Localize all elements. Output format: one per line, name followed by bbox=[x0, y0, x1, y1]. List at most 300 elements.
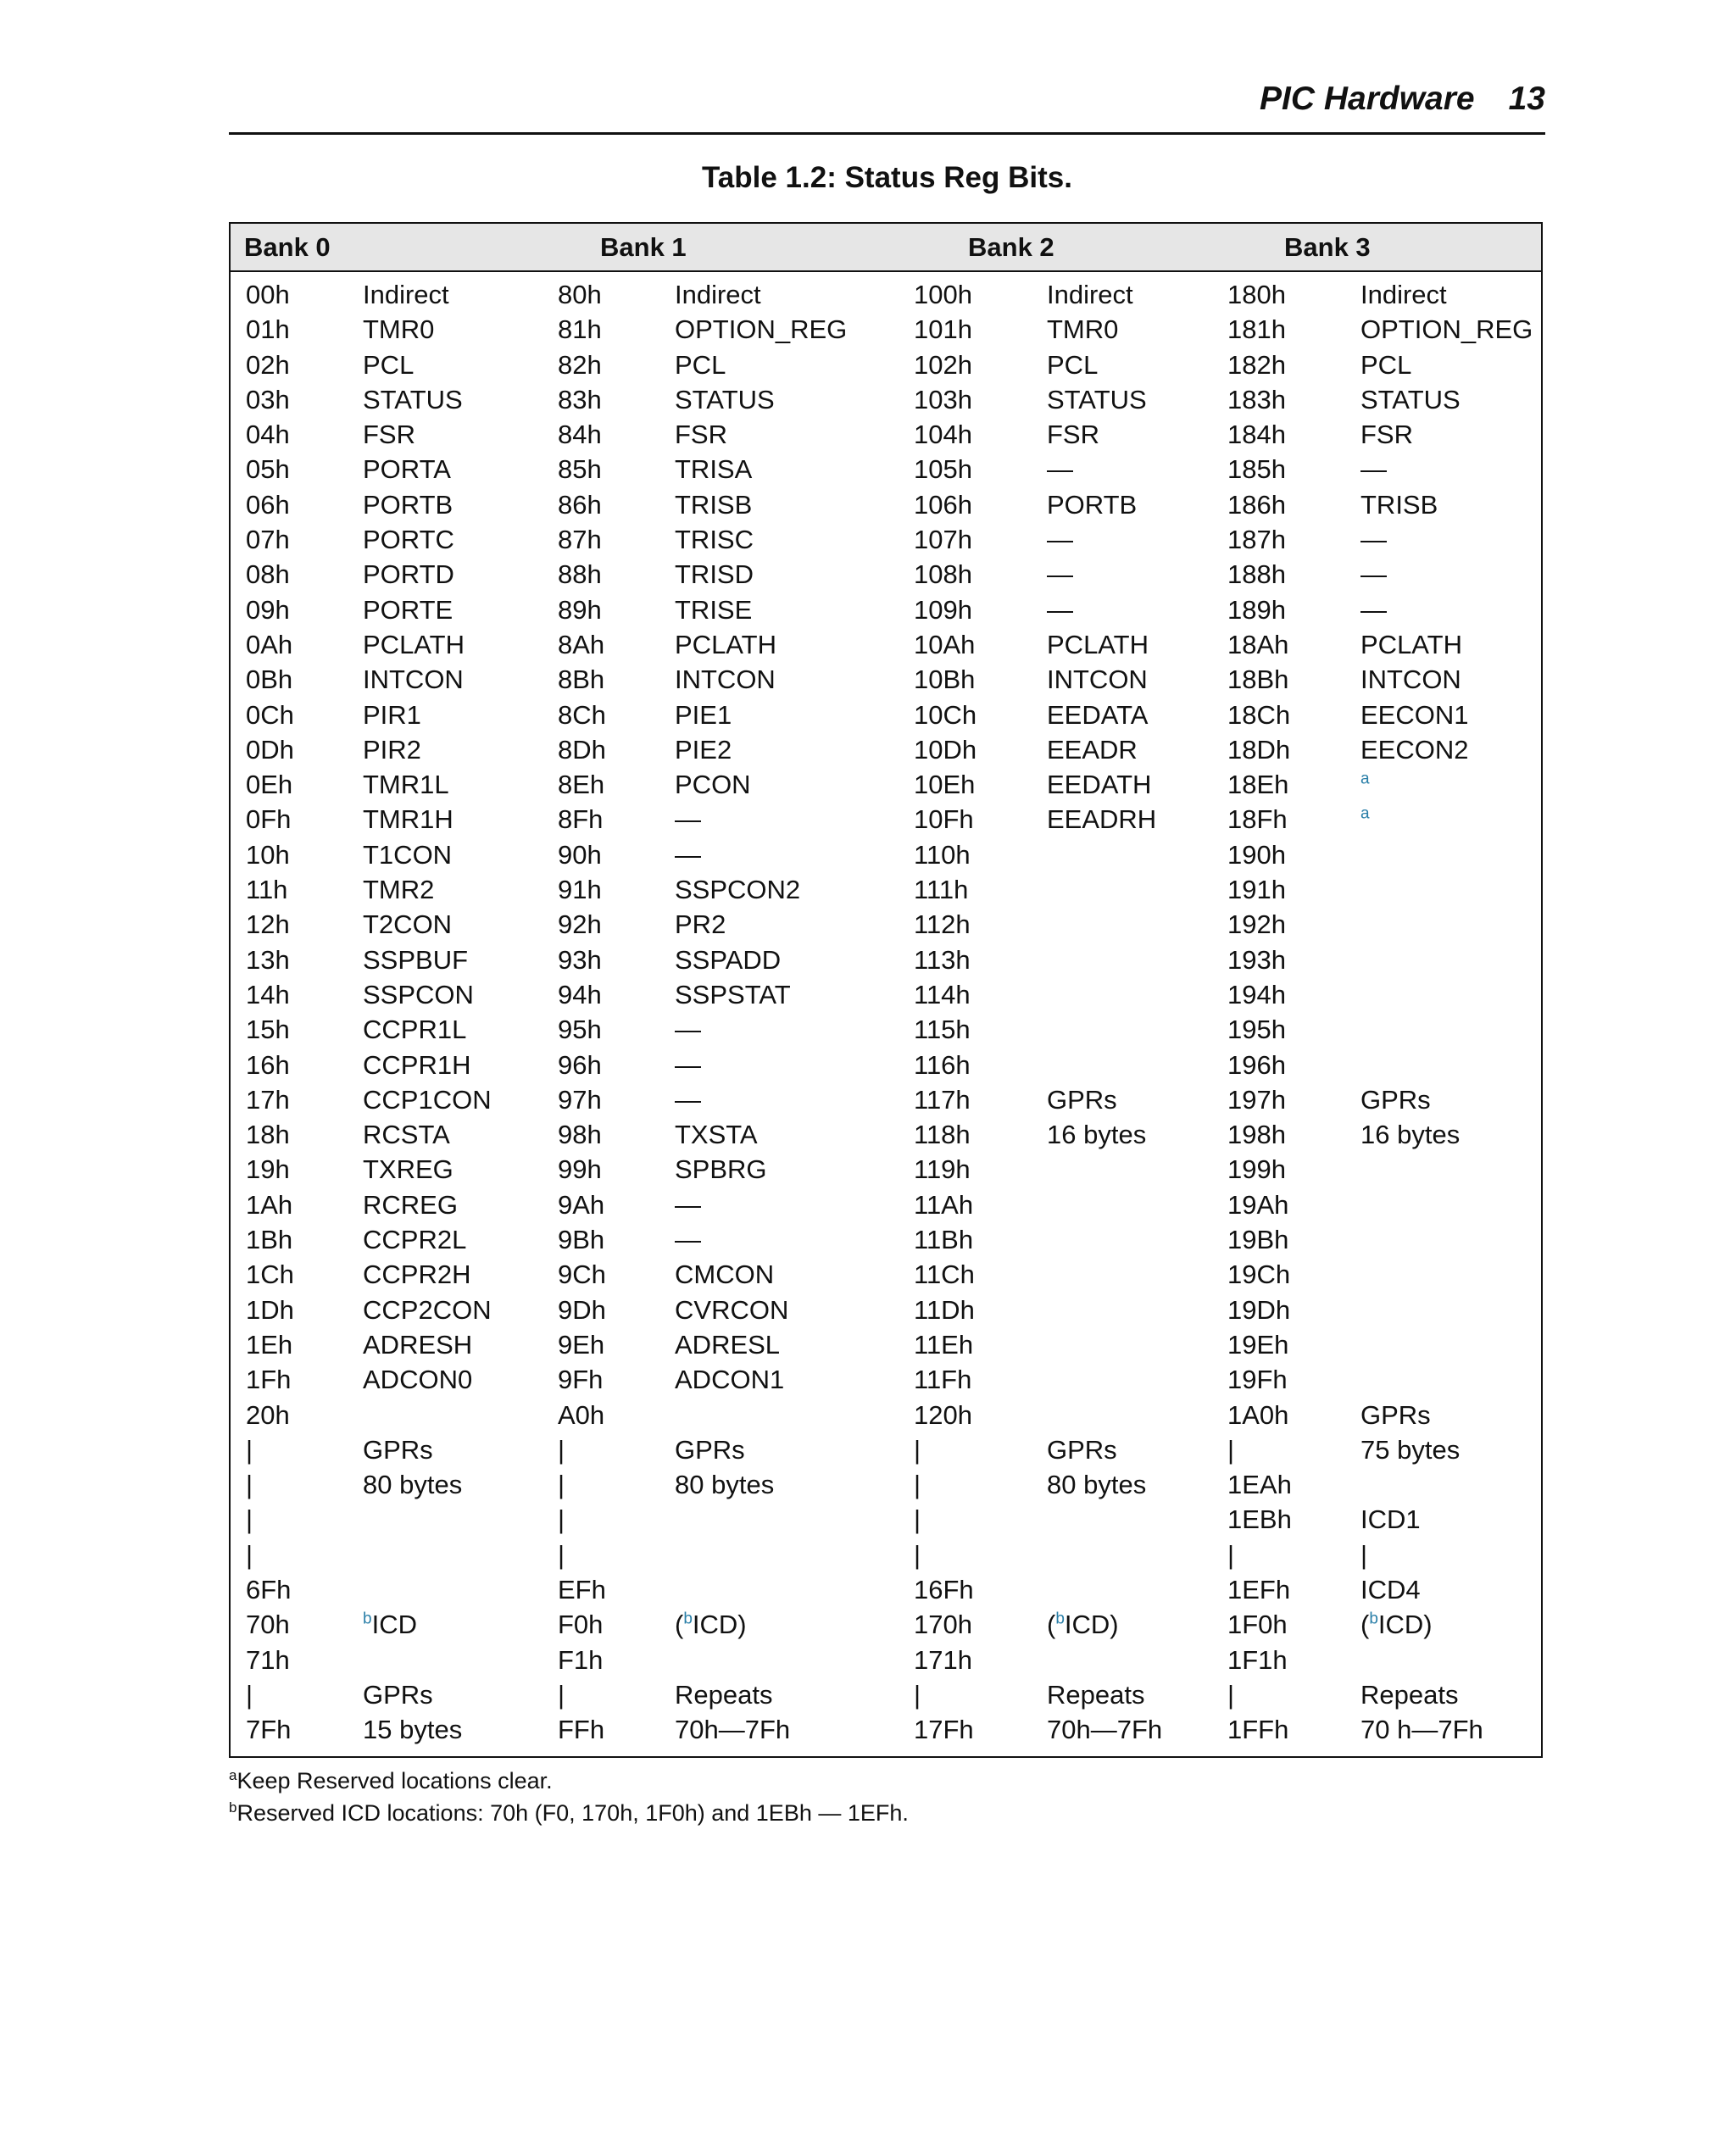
register-cell: TMR1L bbox=[363, 770, 449, 800]
address-cell: 06h bbox=[246, 489, 290, 520]
address-cell: 92h bbox=[558, 909, 602, 940]
address-cell: 18Ch bbox=[1227, 699, 1291, 730]
register-cell: PIR1 bbox=[363, 699, 421, 730]
address-cell: 6Fh bbox=[246, 1574, 292, 1604]
register-cell: 70h—7Fh bbox=[675, 1715, 791, 1745]
address-cell: 1Ah bbox=[246, 1189, 293, 1220]
address-cell: 8Eh bbox=[558, 770, 605, 800]
address-cell: 70h bbox=[246, 1610, 290, 1640]
address-cell: 19Fh bbox=[1227, 1365, 1288, 1395]
register-cell: GPRs bbox=[1047, 1434, 1117, 1465]
footnote-a-text: Keep Reserved locations clear. bbox=[236, 1768, 553, 1793]
register-cell: — bbox=[1047, 594, 1073, 625]
header-rule bbox=[229, 132, 1545, 135]
address-cell: 10h bbox=[246, 839, 290, 870]
address-cell: | bbox=[1227, 1434, 1235, 1465]
table-row bbox=[231, 1675, 1541, 1710]
address-cell: 11Ch bbox=[914, 1260, 975, 1290]
register-cell: INTCON bbox=[1047, 665, 1148, 695]
table-row bbox=[231, 1045, 1541, 1080]
register-cell: RCSTA bbox=[363, 1120, 450, 1150]
register-cell: CCPR2H bbox=[363, 1260, 471, 1290]
table-row bbox=[231, 590, 1541, 625]
register-cell: ICD4 bbox=[1360, 1574, 1421, 1604]
address-cell: 82h bbox=[558, 349, 602, 380]
register-cell: CCP1CON bbox=[363, 1084, 492, 1115]
register-cell: STATUS bbox=[1047, 384, 1147, 414]
register-cell: PORTD bbox=[363, 559, 454, 590]
address-cell: 192h bbox=[1227, 909, 1286, 940]
register-cell: Indirect bbox=[1047, 280, 1133, 309]
register-name: ICD) bbox=[692, 1610, 747, 1640]
address-cell: 12h bbox=[246, 909, 290, 940]
register-cell bbox=[1360, 770, 1370, 800]
address-cell: 188h bbox=[1227, 559, 1286, 590]
address-cell: 81h bbox=[558, 314, 602, 345]
address-cell: 11h bbox=[246, 875, 288, 905]
table-row bbox=[231, 940, 1541, 975]
table-row bbox=[231, 659, 1541, 694]
register-cell: EECON1 bbox=[1360, 699, 1469, 730]
register-cell: CCPR1H bbox=[363, 1049, 471, 1080]
address-cell: 183h bbox=[1227, 384, 1286, 414]
register-cell: Indirect bbox=[363, 280, 449, 309]
register-cell: — bbox=[1047, 559, 1073, 590]
address-cell: 90h bbox=[558, 839, 602, 870]
register-cell: — bbox=[675, 1225, 701, 1255]
table-row bbox=[231, 414, 1541, 449]
address-cell: 19Bh bbox=[1227, 1225, 1289, 1255]
address-cell: 94h bbox=[558, 979, 602, 1009]
register-cell: FSR bbox=[1360, 420, 1413, 450]
address-cell: 8Ah bbox=[558, 629, 605, 659]
address-cell: 19Ah bbox=[1227, 1189, 1289, 1220]
address-cell: | bbox=[246, 1679, 253, 1710]
register-cell: — bbox=[675, 1049, 701, 1080]
register-cell: ($^b$ICD) bbox=[1047, 1610, 1119, 1640]
address-cell: 110h bbox=[914, 839, 971, 870]
address-cell: 8Bh bbox=[558, 665, 605, 695]
table-row bbox=[231, 345, 1541, 380]
register-cell: 75 bytes bbox=[1360, 1434, 1461, 1465]
register-cell: 15 bytes bbox=[363, 1715, 463, 1745]
table-row bbox=[231, 1254, 1541, 1289]
page-number: 13 bbox=[1508, 81, 1545, 117]
address-cell: 198h bbox=[1227, 1120, 1286, 1150]
address-cell: 1Eh bbox=[246, 1329, 293, 1360]
address-cell: 09h bbox=[246, 594, 290, 625]
register-cell: TMR2 bbox=[363, 875, 435, 905]
footnotes bbox=[229, 1765, 909, 1829]
address-cell: 105h bbox=[914, 454, 972, 485]
address-cell: 100h bbox=[914, 280, 972, 309]
address-cell: 86h bbox=[558, 489, 602, 520]
address-cell: 10Bh bbox=[914, 665, 976, 695]
address-cell: | bbox=[1227, 1679, 1235, 1710]
register-table bbox=[229, 222, 1543, 1758]
table-row bbox=[231, 380, 1541, 414]
address-cell: 18Dh bbox=[1227, 734, 1291, 765]
address-cell: 111h bbox=[914, 875, 969, 905]
register-cell: GPRs bbox=[675, 1434, 745, 1465]
address-cell: 10Fh bbox=[914, 804, 974, 835]
register-cell: STATUS bbox=[1360, 384, 1461, 414]
register-cell: TRISB bbox=[675, 489, 753, 520]
address-cell: 1FFh bbox=[1227, 1715, 1289, 1745]
register-cell: INTCON bbox=[675, 665, 776, 695]
address-cell: 95h bbox=[558, 1015, 602, 1045]
running-head bbox=[229, 81, 1545, 123]
register-cell: TMR0 bbox=[1047, 314, 1119, 345]
address-cell: 9Dh bbox=[558, 1294, 606, 1325]
register-cell: 16 bytes bbox=[1360, 1120, 1461, 1150]
register-cell: ADCON0 bbox=[363, 1365, 473, 1395]
address-cell: | bbox=[558, 1470, 565, 1500]
footnote-b-text: Reserved ICD locations: 70h (F0, 170h, 1F0h) and 1EBh — 1EFh. bbox=[236, 1800, 909, 1826]
address-cell: 189h bbox=[1227, 594, 1286, 625]
address-cell: 18Bh bbox=[1227, 665, 1289, 695]
register-cell: — bbox=[1360, 594, 1387, 625]
address-cell: 0Bh bbox=[246, 665, 293, 695]
address-cell: 1Fh bbox=[246, 1365, 292, 1395]
register-cell: PCL bbox=[1360, 349, 1412, 380]
address-cell: | bbox=[1227, 1539, 1235, 1570]
address-cell: FFh bbox=[558, 1715, 605, 1745]
table-row bbox=[231, 695, 1541, 730]
table-row bbox=[231, 870, 1541, 904]
footnote-a-mark: a bbox=[229, 1767, 237, 1783]
address-cell: F1h bbox=[558, 1644, 604, 1675]
address-cell: 1EFh bbox=[1227, 1574, 1291, 1604]
address-cell: 9Ch bbox=[558, 1260, 606, 1290]
address-cell: 19Dh bbox=[1227, 1294, 1291, 1325]
address-cell: 7Fh bbox=[246, 1715, 292, 1745]
table-row bbox=[231, 485, 1541, 520]
address-cell: 07h bbox=[246, 525, 290, 555]
address-cell: 119h bbox=[914, 1154, 971, 1185]
address-cell: 108h bbox=[914, 559, 972, 590]
register-cell: 80 bytes bbox=[363, 1470, 463, 1500]
register-name: ICD bbox=[371, 1610, 417, 1640]
register-cell: SSPSTAT bbox=[675, 979, 791, 1009]
register-cell: PIR2 bbox=[363, 734, 421, 765]
register-cell: TRISA bbox=[675, 454, 753, 485]
address-cell: 196h bbox=[1227, 1049, 1286, 1080]
register-cell: TXSTA bbox=[675, 1120, 758, 1150]
address-cell: 104h bbox=[914, 420, 972, 450]
address-cell: 1F1h bbox=[1227, 1644, 1288, 1675]
table-row bbox=[231, 1115, 1541, 1149]
register-cell: PR2 bbox=[675, 909, 726, 940]
register-cell: FSR bbox=[1047, 420, 1099, 450]
register-cell: OPTION_REG bbox=[1360, 314, 1533, 345]
address-cell: 8Ch bbox=[558, 699, 606, 730]
address-cell: 109h bbox=[914, 594, 972, 625]
footnote-mark: b bbox=[1369, 1610, 1378, 1628]
table-row bbox=[231, 904, 1541, 939]
register-cell: SSPCON2 bbox=[675, 875, 801, 905]
register-cell: TMR1H bbox=[363, 804, 453, 835]
table-row bbox=[231, 1604, 1541, 1639]
address-cell: 18Fh bbox=[1227, 804, 1288, 835]
register-cell: CVRCON bbox=[675, 1294, 789, 1325]
footnote-mark: b bbox=[683, 1610, 693, 1628]
register-cell: FSR bbox=[363, 420, 415, 450]
address-cell: 97h bbox=[558, 1084, 602, 1115]
address-cell: 191h bbox=[1227, 875, 1286, 905]
column-header-bank-1: Bank 1 bbox=[600, 232, 687, 262]
register-cell: ADCON1 bbox=[675, 1365, 785, 1395]
address-cell: 14h bbox=[246, 979, 290, 1009]
running-title: PIC Hardware bbox=[1260, 81, 1475, 117]
address-cell: 15h bbox=[246, 1015, 290, 1045]
register-cell: SSPADD bbox=[675, 944, 782, 975]
table-row bbox=[231, 765, 1541, 799]
address-cell: | bbox=[558, 1539, 565, 1570]
address-cell: 17h bbox=[246, 1084, 290, 1115]
address-cell: 04h bbox=[246, 420, 290, 450]
register-cell: GPRs bbox=[363, 1679, 433, 1710]
address-cell: | bbox=[246, 1470, 253, 1500]
table-row bbox=[231, 799, 1541, 834]
register-cell: — bbox=[675, 1015, 701, 1045]
table-row bbox=[231, 1185, 1541, 1220]
address-cell: 199h bbox=[1227, 1154, 1286, 1185]
address-cell: 88h bbox=[558, 559, 602, 590]
footnote-mark: a bbox=[1360, 770, 1370, 788]
address-cell: 02h bbox=[246, 349, 290, 380]
address-cell: 01h bbox=[246, 314, 290, 345]
table-row bbox=[231, 1640, 1541, 1675]
register-cell: TRISE bbox=[675, 594, 753, 625]
register-cell: PCL bbox=[675, 349, 726, 380]
address-cell: | bbox=[914, 1539, 921, 1570]
table-body bbox=[231, 275, 1541, 1744]
register-cell: CCP2CON bbox=[363, 1294, 492, 1325]
register-name: ICD) bbox=[1064, 1610, 1119, 1640]
address-cell: 17Fh bbox=[914, 1715, 974, 1745]
register-cell: OPTION_REG bbox=[675, 314, 848, 345]
address-cell: 99h bbox=[558, 1154, 602, 1185]
register-cell: CCPR2L bbox=[363, 1225, 467, 1255]
table-row bbox=[231, 520, 1541, 554]
table-row bbox=[231, 309, 1541, 344]
table-row bbox=[231, 975, 1541, 1009]
address-cell: 98h bbox=[558, 1120, 602, 1150]
register-cell: — bbox=[1360, 454, 1387, 485]
table-row bbox=[231, 835, 1541, 870]
table-row bbox=[231, 1080, 1541, 1115]
address-cell: 91h bbox=[558, 875, 602, 905]
register-cell bbox=[1360, 804, 1370, 835]
address-cell: 0Ch bbox=[246, 699, 294, 730]
address-cell: 101h bbox=[914, 314, 972, 345]
register-cell: T1CON bbox=[363, 839, 453, 870]
register-cell: — bbox=[675, 1189, 701, 1220]
table-row bbox=[231, 1220, 1541, 1254]
register-cell: EEDATH bbox=[1047, 770, 1152, 800]
address-cell: 170h bbox=[914, 1610, 972, 1640]
register-cell: PCON bbox=[675, 770, 751, 800]
address-cell: F0h bbox=[558, 1610, 604, 1640]
address-cell: 9Bh bbox=[558, 1225, 605, 1255]
register-cell: EEADR bbox=[1047, 734, 1138, 765]
register-cell: CCPR1L bbox=[363, 1015, 467, 1045]
register-cell: PCLATH bbox=[1047, 629, 1149, 659]
address-cell: 87h bbox=[558, 525, 602, 555]
register-cell: PIE1 bbox=[675, 699, 732, 730]
table-row bbox=[231, 1325, 1541, 1360]
register-cell: Repeats bbox=[675, 1679, 773, 1710]
address-cell: 8Fh bbox=[558, 804, 604, 835]
register-cell: PORTE bbox=[363, 594, 453, 625]
address-cell: 96h bbox=[558, 1049, 602, 1080]
address-cell: 84h bbox=[558, 420, 602, 450]
address-cell: | bbox=[914, 1679, 921, 1710]
register-cell: GPRs bbox=[1047, 1084, 1117, 1115]
register-cell: 70h—7Fh bbox=[1047, 1715, 1163, 1745]
register-cell: Repeats bbox=[1360, 1679, 1459, 1710]
register-cell: PCLATH bbox=[675, 629, 777, 659]
address-cell: 195h bbox=[1227, 1015, 1286, 1045]
address-cell: 0Eh bbox=[246, 770, 293, 800]
address-cell: 85h bbox=[558, 454, 602, 485]
register-cell bbox=[363, 1610, 417, 1640]
register-cell: PIE2 bbox=[675, 734, 732, 765]
register-cell: EECON2 bbox=[1360, 734, 1469, 765]
table-row bbox=[231, 730, 1541, 765]
register-cell: SPBRG bbox=[675, 1154, 767, 1185]
register-cell: — bbox=[1047, 525, 1073, 555]
register-cell: TMR0 bbox=[363, 314, 435, 345]
register-cell: CMCON bbox=[675, 1260, 775, 1290]
address-cell: 116h bbox=[914, 1049, 971, 1080]
register-cell: PORTB bbox=[1047, 489, 1138, 520]
address-cell: 18h bbox=[246, 1120, 290, 1150]
address-cell: 11Fh bbox=[914, 1365, 972, 1395]
address-cell: 19Ch bbox=[1227, 1260, 1291, 1290]
address-cell: 1F0h bbox=[1227, 1610, 1288, 1640]
column-header-bank-2: Bank 2 bbox=[968, 232, 1054, 262]
register-cell: TXREG bbox=[363, 1154, 453, 1185]
register-cell: | bbox=[1360, 1539, 1368, 1570]
table-row bbox=[231, 1360, 1541, 1394]
footnote-mark: b bbox=[1055, 1610, 1065, 1628]
address-cell: 197h bbox=[1227, 1084, 1286, 1115]
table-row bbox=[231, 1009, 1541, 1044]
register-cell: Indirect bbox=[1360, 280, 1447, 309]
address-cell: | bbox=[246, 1504, 253, 1535]
address-cell: 80h bbox=[558, 280, 602, 309]
address-cell: 89h bbox=[558, 594, 602, 625]
address-cell: 184h bbox=[1227, 420, 1286, 450]
address-cell: | bbox=[246, 1539, 253, 1570]
column-header-bank-3: Bank 3 bbox=[1284, 232, 1371, 262]
register-cell: PORTC bbox=[363, 525, 454, 555]
register-cell: TRISB bbox=[1360, 489, 1438, 520]
address-cell: 10Dh bbox=[914, 734, 977, 765]
register-cell: SSPBUF bbox=[363, 944, 469, 975]
address-cell: 0Dh bbox=[246, 734, 294, 765]
register-cell: TRISD bbox=[675, 559, 754, 590]
address-cell: 8Dh bbox=[558, 734, 606, 765]
register-cell: ADRESL bbox=[675, 1329, 781, 1360]
address-cell: | bbox=[558, 1679, 565, 1710]
address-cell: 1EBh bbox=[1227, 1504, 1292, 1535]
register-cell: — bbox=[675, 804, 701, 835]
table-row bbox=[231, 1430, 1541, 1465]
address-cell: 11Dh bbox=[914, 1294, 975, 1325]
address-cell: 16h bbox=[246, 1049, 290, 1080]
address-cell: | bbox=[914, 1504, 921, 1535]
column-header-bank-0: Bank 0 bbox=[244, 232, 331, 262]
table-row bbox=[231, 1570, 1541, 1604]
address-cell: 193h bbox=[1227, 944, 1286, 975]
footnote-mark: b bbox=[363, 1610, 372, 1628]
register-cell: PCLATH bbox=[363, 629, 465, 659]
register-cell: 16 bytes bbox=[1047, 1120, 1147, 1150]
register-cell: INTCON bbox=[363, 665, 464, 695]
address-cell: 194h bbox=[1227, 979, 1286, 1009]
table-row bbox=[231, 1535, 1541, 1570]
table-row bbox=[231, 1465, 1541, 1499]
register-cell: ($^b$ICD) bbox=[675, 1610, 747, 1640]
table-row bbox=[231, 625, 1541, 659]
register-cell: GPRs bbox=[1360, 1084, 1431, 1115]
address-cell: 00h bbox=[246, 280, 290, 309]
table-row bbox=[231, 449, 1541, 484]
address-cell: 08h bbox=[246, 559, 290, 590]
address-cell: 182h bbox=[1227, 349, 1286, 380]
footnote-b-mark: b bbox=[229, 1799, 237, 1816]
register-cell: PCL bbox=[1047, 349, 1099, 380]
register-cell: Indirect bbox=[675, 280, 761, 309]
address-cell: 10Ch bbox=[914, 699, 977, 730]
register-cell: T2CON bbox=[363, 909, 453, 940]
address-cell: 1Dh bbox=[246, 1294, 294, 1325]
address-cell: | bbox=[558, 1504, 565, 1535]
address-cell: 186h bbox=[1227, 489, 1286, 520]
register-name: ICD) bbox=[1377, 1610, 1433, 1640]
register-cell: GPRs bbox=[1360, 1399, 1431, 1430]
footnote-b bbox=[229, 1797, 909, 1829]
address-cell: | bbox=[246, 1434, 253, 1465]
table-row bbox=[231, 1290, 1541, 1325]
address-cell: 03h bbox=[246, 384, 290, 414]
address-cell: 9Ah bbox=[558, 1189, 605, 1220]
address-cell: 1EAh bbox=[1227, 1470, 1292, 1500]
address-cell: 1Ch bbox=[246, 1260, 294, 1290]
address-cell: | bbox=[914, 1434, 921, 1465]
address-cell: 181h bbox=[1227, 314, 1286, 345]
register-cell: — bbox=[675, 839, 701, 870]
footnote-mark: a bbox=[1360, 805, 1370, 824]
address-cell: 117h bbox=[914, 1084, 971, 1115]
register-cell: — bbox=[1047, 454, 1073, 485]
table-row bbox=[231, 554, 1541, 589]
register-cell: 80 bytes bbox=[675, 1470, 775, 1500]
address-cell: | bbox=[558, 1434, 565, 1465]
register-cell: ICD1 bbox=[1360, 1504, 1421, 1535]
address-cell: 103h bbox=[914, 384, 972, 414]
address-cell: 115h bbox=[914, 1015, 971, 1045]
address-cell: 11Ah bbox=[914, 1189, 974, 1220]
address-cell: 180h bbox=[1227, 280, 1286, 309]
table-row bbox=[231, 275, 1541, 309]
table-row bbox=[231, 1499, 1541, 1534]
register-cell: — bbox=[1360, 525, 1387, 555]
address-cell: 185h bbox=[1227, 454, 1286, 485]
